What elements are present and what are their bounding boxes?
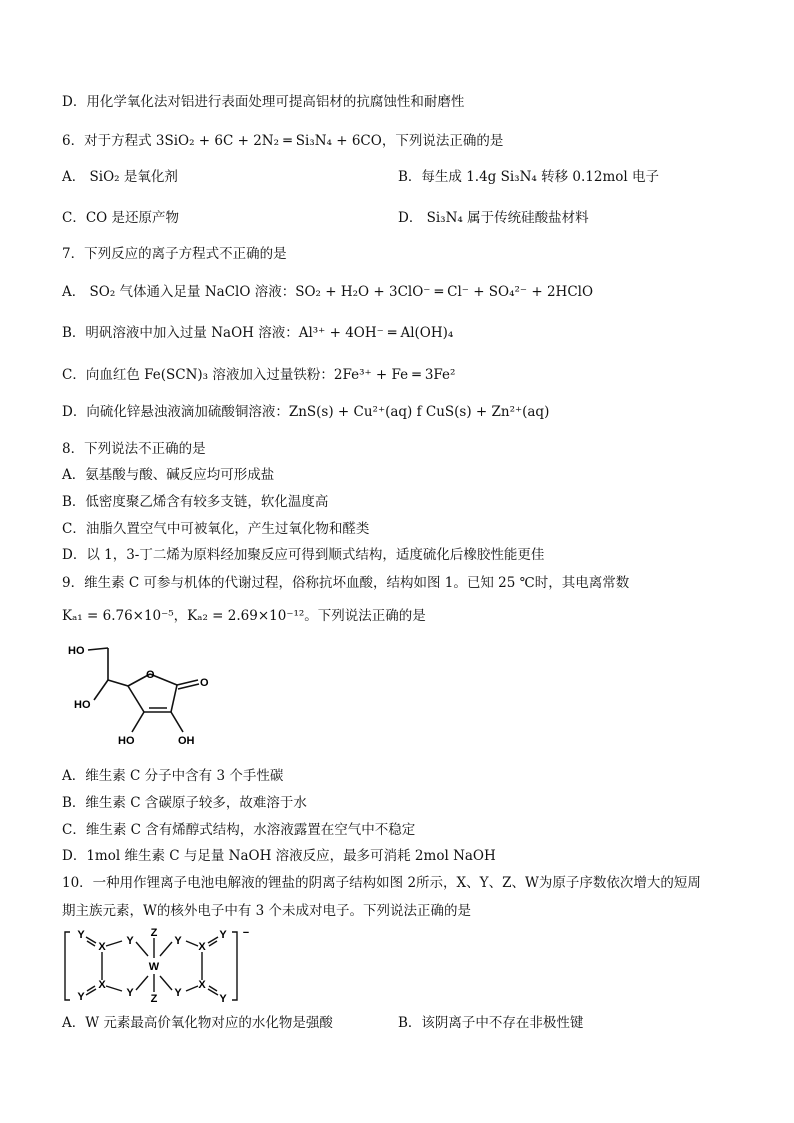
fig2-y-bottom-left: Y	[77, 991, 85, 1003]
question-8: 8．下列说法不正确的是	[62, 441, 206, 457]
vitamin-c-structure	[60, 638, 220, 756]
q8-option-c: C．油脂久置空气中可被氧化，产生过氧化物和醛类	[62, 521, 370, 537]
question-6: 6．对于方程式 3SiO₂ + 6C + 2N₂ ═ Si₃N₄ + 6CO，下列说法正确的是	[62, 133, 504, 149]
fig2-z-bottom: Z	[150, 993, 158, 1005]
q6-option-b: B．每生成 1.4g Si₃N₄ 转移 0.12mol 电子	[398, 169, 659, 185]
q9-option-c: C．维生素 C 含有烯醇式结构，水溶液露置在空气中不稳定	[62, 822, 416, 838]
q7-option-c: C．向血红色 Fe(SCN)₃ 溶液加入过量铁粉：2Fe³⁺ + Fe ═ 3Fe²	[62, 367, 456, 383]
question-10: 10．一种用作锂离子电池电解液的锂盐的阴离子结构如图 2所示，X、Y、Z、W为原子序数依次增大的短周	[62, 875, 701, 891]
fig1-ho-bottom: HO	[118, 735, 135, 747]
question-9-constants: Kₐ₁ = 6.76×10⁻⁵，Kₐ₂ = 2.69×10⁻¹²。下列说法正确的是	[62, 608, 426, 624]
fig2-y-left-upper: Y	[126, 935, 134, 947]
q7-option-d: D．向硫化锌悬浊液滴加硫酸铜溶液：ZnS(s) + Cu²⁺(aq) f CuS(s) + Zn²⁺(aq)	[62, 404, 550, 420]
q9-option-a: A．维生素 C 分子中含有 3 个手性碳	[62, 768, 284, 784]
q6-option-c: C．CO 是还原产物	[62, 210, 180, 226]
fig2-y-right-lower: Y	[174, 987, 182, 999]
q10-option-a: A．W 元素最高价氧化物对应的水化物是强酸	[62, 1015, 333, 1031]
fig2-y-top-left: Y	[77, 929, 85, 941]
fig1-ho-top: HO	[68, 645, 85, 657]
fig2-x-bottom-right: X	[198, 979, 206, 991]
question-10-cont: 期主族元素，W的核外电子中有 3 个未成对电子。下列说法正确的是	[62, 903, 472, 919]
fig1-oh-bottom: OH	[178, 735, 195, 747]
question-9: 9．维生素 C 可参与机体的代谢过程，俗称抗坏血酸，结构如图 1。已知 25 ℃时，其电离常数	[62, 575, 630, 591]
q10-option-b: B．该阴离子中不存在非极性键	[398, 1015, 584, 1031]
q8-option-a: A．氨基酸与酸、碱反应均可形成盐	[62, 467, 275, 483]
q9-option-d: D．1mol 维生素 C 与足量 NaOH 溶液反应，最多可消耗 2mol NaOH	[62, 848, 496, 864]
q7-option-b: B．明矾溶液中加入过量 NaOH 溶液：Al³⁺ + 4OH⁻ ═ Al(OH)₄	[62, 325, 454, 341]
q8-option-b: B．低密度聚乙烯含有较多支链，软化温度高	[62, 494, 329, 510]
fig2-x-top-left: X	[98, 941, 106, 953]
q6-option-d: D． Si₃N₄ 属于传统硅酸盐材料	[398, 210, 589, 226]
q6-option-a: A． SiO₂ 是氧化剂	[62, 169, 178, 185]
q7-option-a: A． SO₂ 气体通入足量 NaClO 溶液：SO₂ + H₂O + 3ClO⁻ ═ Cl⁻ + SO₄²⁻ + 2HClO	[62, 284, 594, 300]
fig2-y-bottom-right: Y	[219, 993, 227, 1005]
fig2-y-left-lower: Y	[126, 987, 134, 999]
anion-structure	[62, 926, 262, 1006]
fig2-y-right-upper: Y	[174, 935, 182, 947]
q8-option-d: D．以 1，3-丁二烯为原料经加聚反应可得到顺式结构，适度硫化后橡胶性能更佳	[62, 547, 545, 563]
question-7: 7．下列反应的离子方程式不正确的是	[62, 246, 287, 262]
fig1-ho-left: HO	[74, 699, 91, 711]
fig2-w-center: W	[148, 961, 160, 973]
fig2-y-top-right: Y	[219, 929, 227, 941]
fig2-x-top-right: X	[198, 941, 206, 953]
q9-option-b: B．维生素 C 含碳原子较多，故难溶于水	[62, 795, 307, 811]
fig2-x-bottom-left: X	[98, 979, 106, 991]
option-d-prev: D．用化学氧化法对铝进行表面处理可提高铝材的抗腐蚀性和耐磨性	[62, 94, 465, 110]
fig1-ring-o: O	[146, 669, 155, 681]
fig1-carbonyl-o: O	[200, 677, 209, 689]
fig2-charge: −	[242, 927, 250, 939]
fig2-z-top: Z	[150, 927, 158, 939]
